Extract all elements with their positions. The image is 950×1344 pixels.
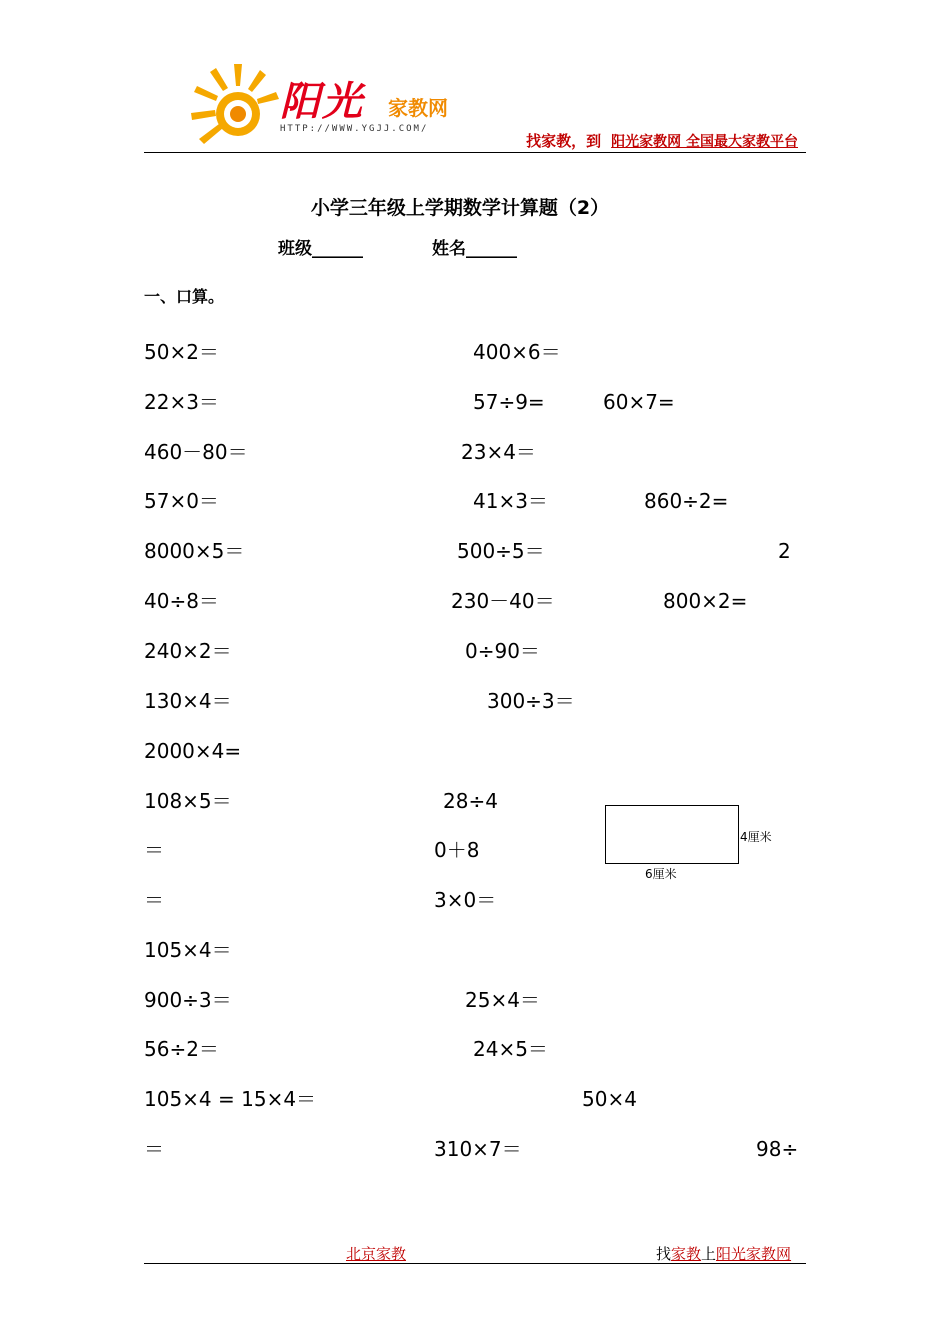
problem: 0÷90＝ [465,639,540,663]
problem: 28÷4 [443,789,498,813]
problem: 24×5＝ [473,1037,548,1061]
problem: 0＋8 [434,838,480,862]
problem: 57×0＝ [144,489,219,513]
problem: 310×7＝ [434,1137,522,1161]
section-heading: 一、口算。 [144,287,225,306]
problem: 860÷2= [644,489,729,513]
problem: 460－80＝ [144,440,248,464]
problem: 98÷ [756,1137,799,1161]
problem: 130×4＝ [144,689,232,713]
problem: ＝ [144,838,164,862]
header-slogan[interactable] [526,130,798,151]
problem: 22×3＝ [144,390,219,414]
header-divider [144,152,806,153]
problem: 800×2= [663,589,748,613]
footer-text: 上 [701,1245,717,1263]
problem: 56÷2＝ [144,1037,219,1061]
problem: 240×2＝ [144,639,232,663]
problem: 108×5＝ [144,789,232,813]
class-field-label: 班级______ [278,239,363,259]
logo-url-text: HTTP://WWW.YGJJ.COM/ [280,124,429,134]
problem: 60×7= [603,390,675,414]
name-field-label: 姓名______ [432,239,517,259]
rectangle-width-label: 6厘米 [645,867,677,881]
problem: 8000×5＝ [144,539,245,563]
sun-logo-icon [190,62,286,152]
footer-divider [144,1263,806,1264]
problem: 23×4＝ [461,440,536,464]
problem: 50×2＝ [144,340,219,364]
problem: 40÷8＝ [144,589,219,613]
footer-link-site[interactable]: 阳光家教网 [716,1245,792,1263]
problem: 500÷5＝ [457,539,545,563]
problem: ＝ [144,1137,164,1161]
problem: 41×3＝ [473,489,548,513]
logo-brand-text: 阳光 [280,78,364,125]
problem: 900÷3＝ [144,988,232,1012]
site-logo[interactable] [190,62,480,152]
problem: 105×4 = 15×4＝ [144,1087,317,1111]
footer-right [656,1243,791,1264]
problem: 3×0＝ [434,888,497,912]
problem: 300÷3＝ [487,689,575,713]
footer-text: 找 [656,1245,672,1263]
problem: 2 [778,539,791,563]
problem: 50×4 [582,1087,637,1111]
problem: 400×6＝ [473,340,561,364]
problem: 2000×4= [144,739,242,763]
rectangle-height-label: 4厘米 [740,830,772,844]
logo-sub-text: 家教网 [388,96,448,120]
footer-link-tutor[interactable]: 家教 [671,1245,702,1263]
page-title: 小学三年级上学期数学计算题（2） [310,197,610,219]
slogan-text: 找家教，到 [526,132,602,150]
problem: 230－40＝ [451,589,555,613]
problem: 25×4＝ [465,988,540,1012]
rectangle-figure [605,805,739,864]
problem: 105×4＝ [144,938,232,962]
problem: ＝ [144,888,164,912]
problem: 57÷9= [473,390,545,414]
footer-link-beijing[interactable]: 北京家教 [346,1245,407,1263]
slogan-link[interactable]: 阳光家教网 全国最大家教平台 [611,134,798,150]
